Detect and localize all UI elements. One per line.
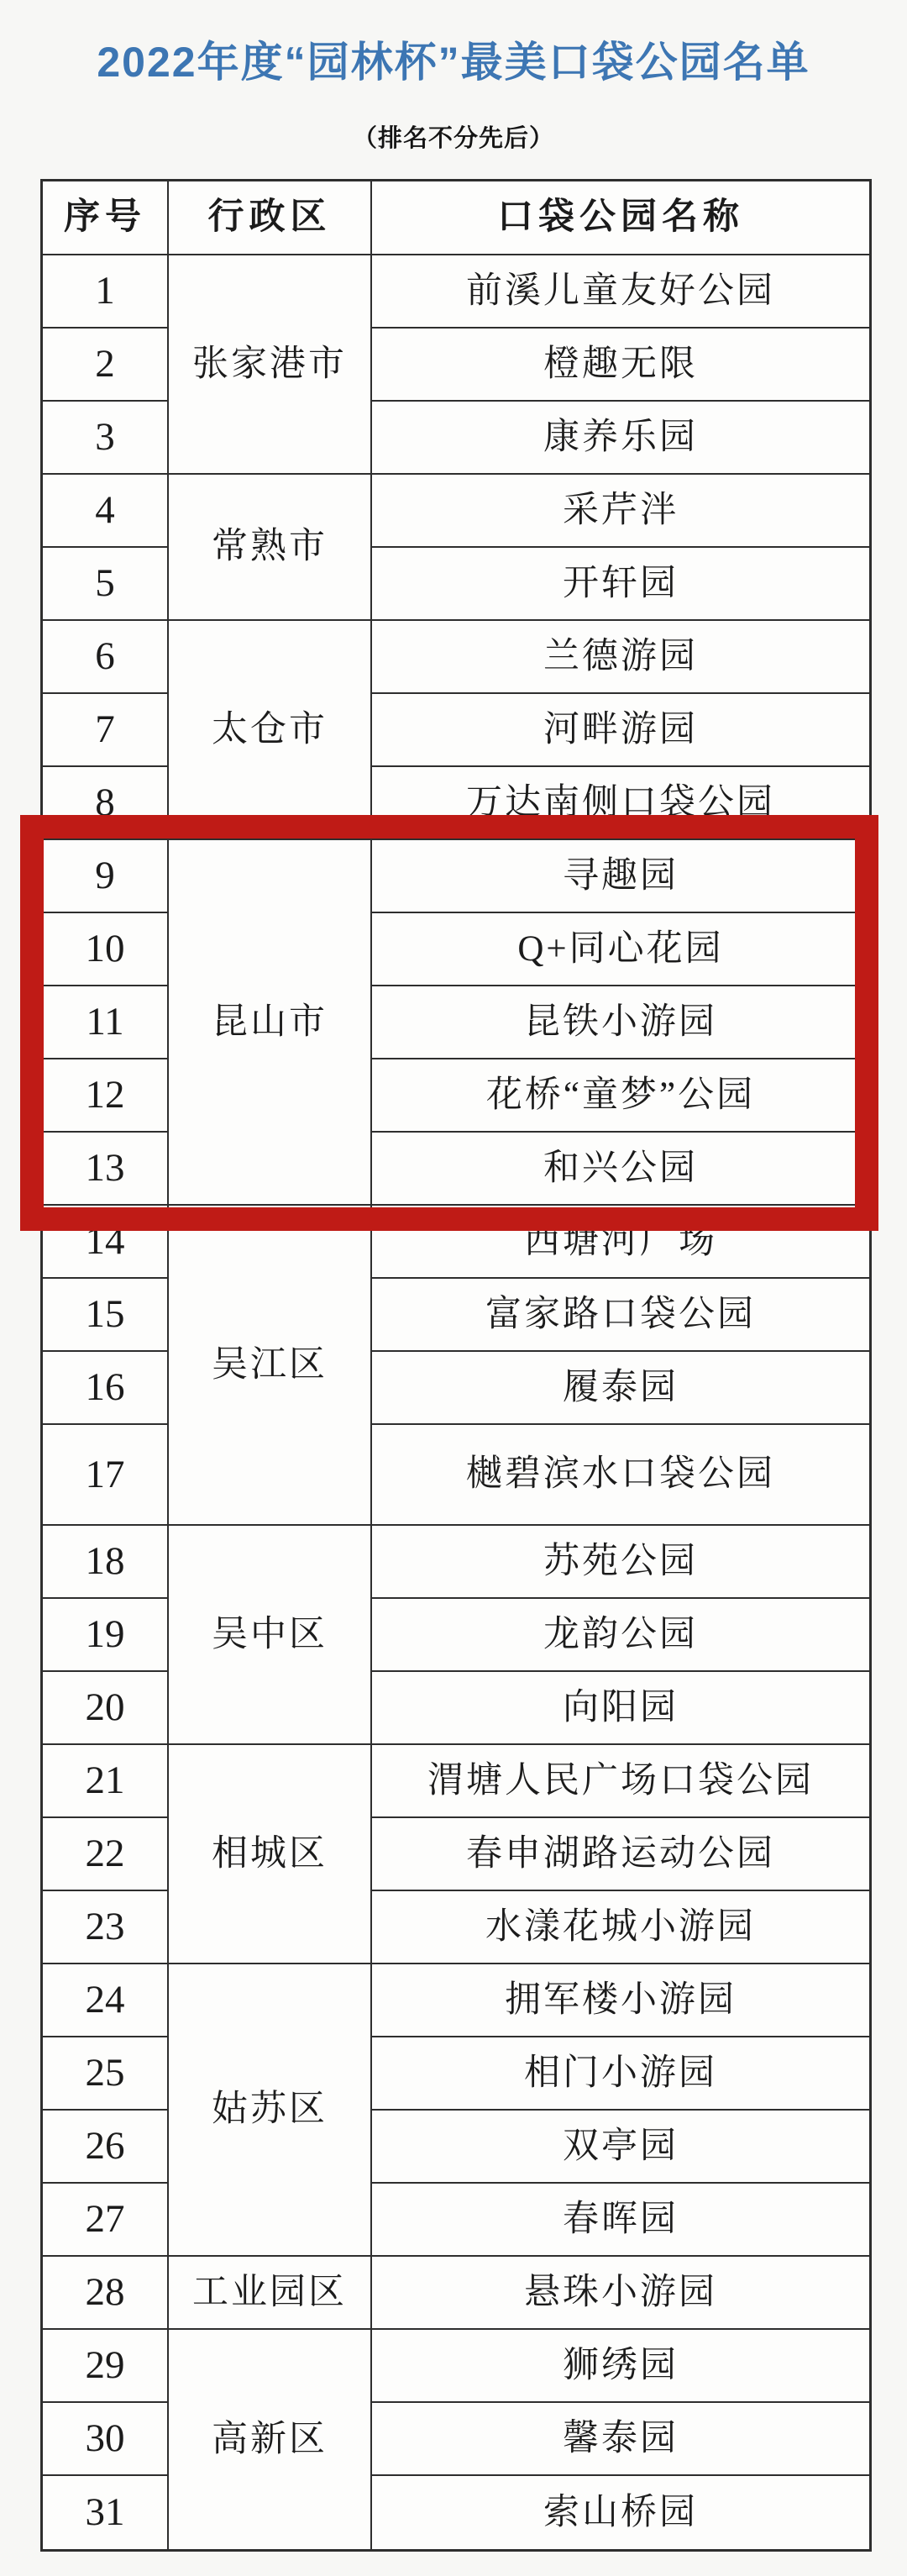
park-name-cell: 春申湖路运动公园 [372,1818,869,1891]
park-name-cell: Q+同心花园 [372,913,869,986]
row-number-cell: 30 [43,2403,169,2476]
park-name-cell: 拥军楼小游园 [372,1964,869,2037]
page-title: 2022年度“园林杯”最美口袋公园名单 [97,39,810,86]
district-cell: 姑苏区 [169,1964,372,2257]
row-number-cell: 16 [43,1352,169,1425]
row-number-cell: 26 [43,2111,169,2184]
column-header-district: 行政区 [169,181,372,255]
park-name-cell: 河畔游园 [372,694,869,767]
park-name-cell: 寻趣园 [372,840,869,913]
park-name-cell: 采芹泮 [372,475,869,548]
park-name-cell: 花桥“童梦”公园 [372,1059,869,1133]
park-name-cell: 和兴公园 [372,1133,869,1206]
park-name-cell: 履泰园 [372,1352,869,1425]
park-name-cell: 万达南侧口袋公园 [372,767,869,840]
park-name-cell: 春晖园 [372,2184,869,2257]
district-cell: 太仓市 [169,621,372,840]
row-number-cell: 25 [43,2037,169,2111]
park-name-cell: 龙韵公园 [372,1599,869,1672]
district-cell: 昆山市 [169,840,372,1206]
park-name-cell: 水漾花城小游园 [372,1891,869,1964]
row-number-cell: 11 [43,986,169,1059]
row-number-cell: 8 [43,767,169,840]
district-cell: 相城区 [169,1745,372,1964]
row-number-cell: 18 [43,1526,169,1599]
row-number-cell: 12 [43,1059,169,1133]
row-number-cell: 17 [43,1425,169,1526]
column-header-no: 序号 [43,181,169,255]
park-name-cell: 馨泰园 [372,2403,869,2476]
row-number-cell: 15 [43,1279,169,1352]
row-number-cell: 1 [43,255,169,329]
row-number-cell: 22 [43,1818,169,1891]
row-number-cell: 28 [43,2257,169,2330]
park-name-cell: 索山桥园 [543,2492,698,2532]
page-subtitle: （排名不分先后） [352,125,554,152]
park-name-cell: 苏苑公园 [372,1526,869,1599]
column-header-park-name: 口袋公园名称 [372,181,869,255]
row-number-cell: 2 [43,329,169,402]
row-number-cell: 5 [43,548,169,621]
row-number-cell: 4 [43,475,169,548]
row-number-cell: 14 [43,1206,169,1279]
row-number-cell: 20 [43,1672,169,1745]
district-cell: 常熟市 [169,475,372,621]
row-number-cell: 23 [43,1891,169,1964]
park-name-cell: 樾碧滨水口袋公园 [372,1425,869,1526]
district-cell: 吴中区 [169,1526,372,1745]
park-name-cell: 橙趣无限 [372,329,869,402]
row-number-cell: 24 [43,1964,169,2037]
district-cell: 吴江区 [169,1206,372,1526]
row-number-cell: 9 [43,840,169,913]
park-name-cell: 狮绣园 [372,2330,869,2403]
park-name-cell: 相门小游园 [372,2037,869,2111]
park-name-cell: 富家路口袋公园 [372,1279,869,1352]
park-name-cell: 向阳园 [372,1672,869,1745]
row-number-cell: 19 [43,1599,169,1672]
park-name-cell: 渭塘人民广场口袋公园 [372,1745,869,1818]
park-name-cell: 兰德游园 [372,621,869,694]
park-name-cell: 前溪儿童友好公园 [372,255,869,329]
row-number-cell: 31 [43,2476,169,2549]
park-name-cell: 昆铁小游园 [372,986,869,1059]
park-name-cell: 悬珠小游园 [372,2257,869,2330]
parks-table [40,179,872,2552]
row-number-cell: 7 [43,694,169,767]
district-cell: 张家港市 [169,255,372,475]
park-name-cell: 康养乐园 [372,402,869,475]
row-number-cell: 13 [43,1133,169,1206]
park-name-cell: 双亭园 [372,2111,869,2184]
district-cell: 高新区 [169,2330,372,2549]
row-number-cell: 10 [43,913,169,986]
row-number-cell: 29 [43,2330,169,2403]
row-number-cell: 3 [43,402,169,475]
row-number-cell: 6 [43,621,169,694]
district-cell: 工业园区 [169,2257,372,2330]
row-number-cell: 27 [43,2184,169,2257]
park-name-cell: 西塘河广场 [372,1206,869,1279]
park-name-cell: 开轩园 [372,548,869,621]
row-number-cell: 21 [43,1745,169,1818]
